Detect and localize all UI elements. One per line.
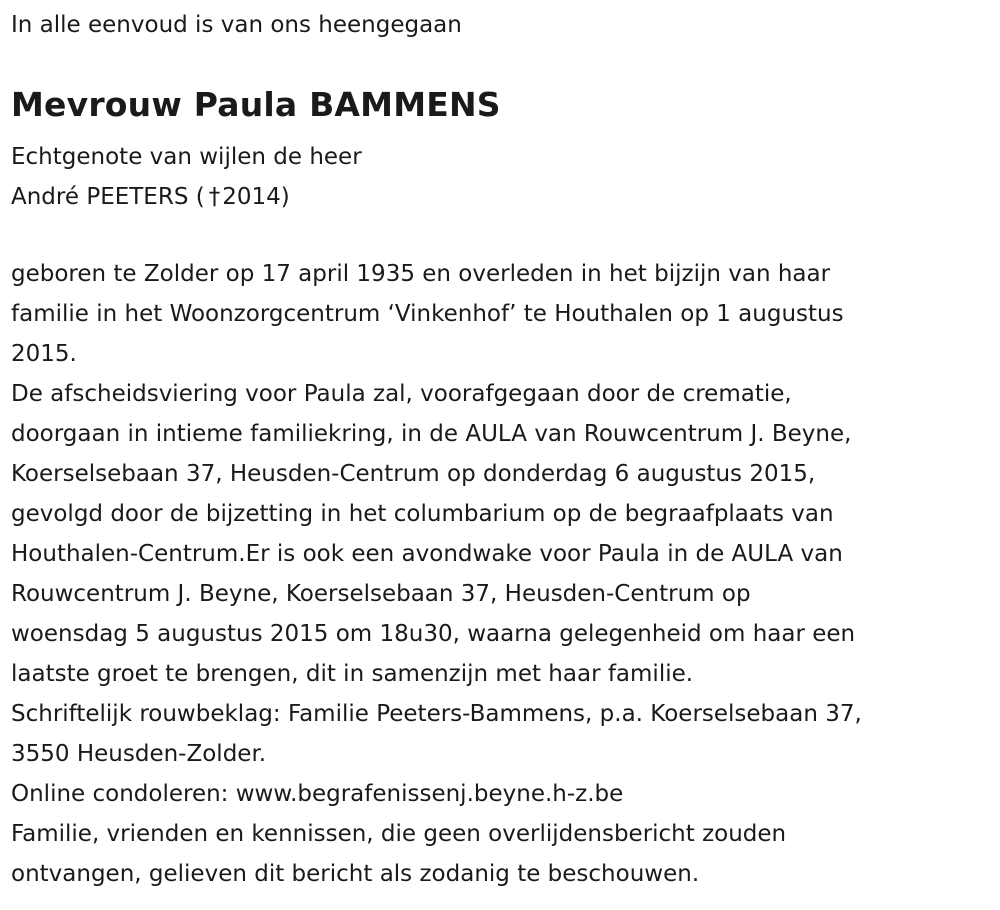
body-line: Familie, vrienden en kennissen, die geen overlijdensbericht zouden <box>11 821 787 847</box>
condolence-address-line: Schriftelijk rouwbeklag: Familie Peeters-Bammens, p.a. Koerselsebaan 37, <box>11 701 862 727</box>
body-line: Koerselsebaan 37, Heusden-Centrum op donderdag 6 augustus 2015, <box>11 461 816 487</box>
notice-body <box>11 254 991 894</box>
body-line: laatste groet te brengen, dit in samenzijn met haar familie. <box>11 661 694 687</box>
condolence-address-line: 3550 Heusden-Zolder. <box>11 741 267 767</box>
spouse-death-year: 2014) <box>222 184 290 210</box>
body-line: woensdag 5 augustus 2015 om 18u30, waarna gelegenheid om haar een <box>11 621 856 647</box>
intro-text: In alle eenvoud is van ons heengegaan <box>11 12 462 38</box>
online-condolence-line: Online condoleren: www.begrafenissenj.beyne.h-z.be <box>11 781 624 807</box>
spouse-line-2 <box>11 177 362 217</box>
body-line: gevolgd door de bijzetting in het columbarium op de begraafplaats van <box>11 501 834 527</box>
spouse-name: André PEETERS ( <box>11 184 205 210</box>
deceased-name: Mevrouw Paula BAMMENS <box>11 85 501 124</box>
body-line: 2015. <box>11 341 77 367</box>
body-line: Houthalen-Centrum.Er is ook een avondwake voor Paula in de AULA van <box>11 541 843 567</box>
body-line: doorgaan in intieme familiekring, in de AULA van Rouwcentrum J. Beyne, <box>11 421 852 447</box>
body-line: geboren te Zolder op 17 april 1935 en overleden in het bijzijn van haar <box>11 261 831 287</box>
body-line: ontvangen, gelieven dit bericht als zodanig te beschouwen. <box>11 861 700 887</box>
body-line: De afscheidsviering voor Paula zal, voorafgegaan door de crematie, <box>11 381 792 407</box>
spouse-line-1: Echtgenote van wijlen de heer <box>11 144 362 170</box>
cross-icon: † <box>208 184 221 210</box>
spouse-info <box>11 137 362 217</box>
body-line: Rouwcentrum J. Beyne, Koerselsebaan 37, Heusden-Centrum op <box>11 581 751 607</box>
body-line: familie in het Woonzorgcentrum ‘Vinkenhof’ te Houthalen op 1 augustus <box>11 301 844 327</box>
